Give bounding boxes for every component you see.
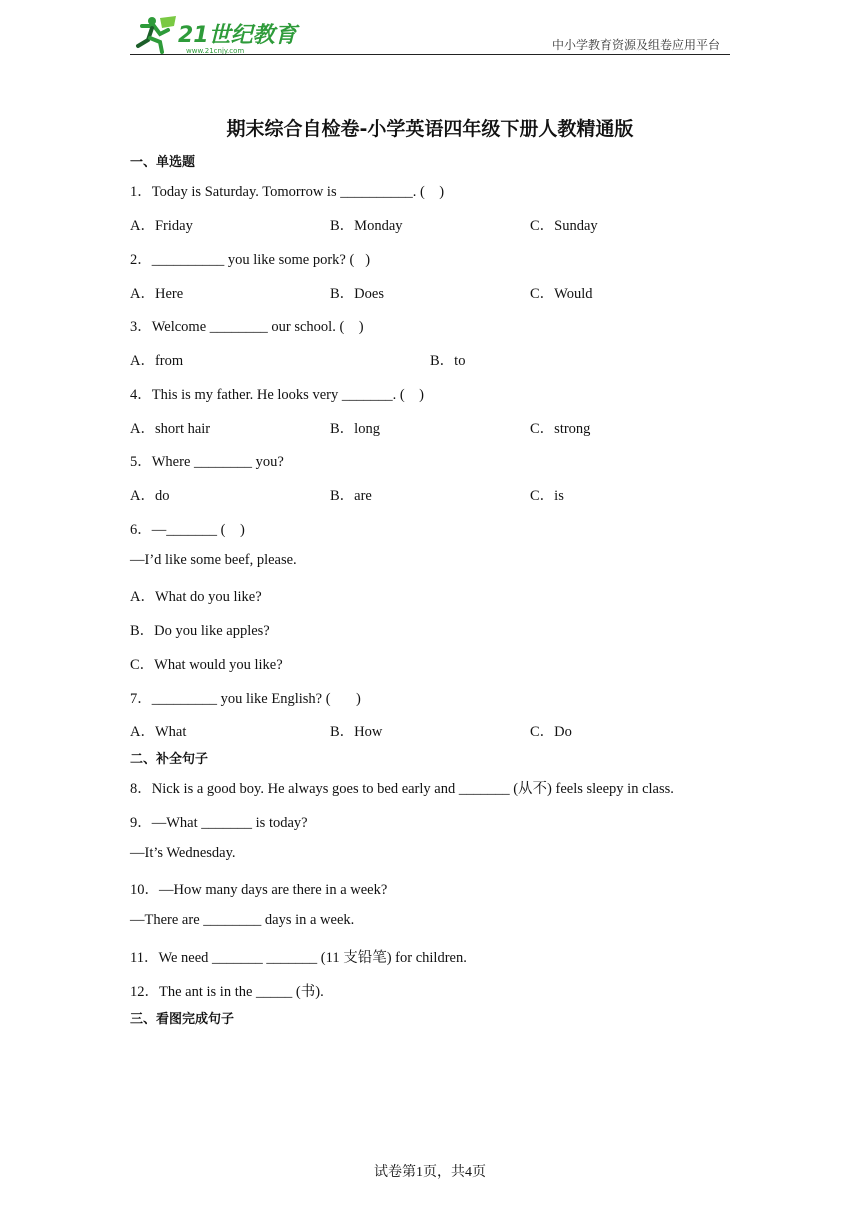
svg-text:www.21cnjy.com: www.21cnjy.com (186, 47, 245, 55)
q6-option-a: A．What do you like? (130, 589, 262, 605)
question-12: 12．The ant is in the _____ (书). (130, 984, 324, 1000)
q7-option-a: A．What (130, 724, 187, 740)
section-heading-picture-sentences: 三、看图完成句子 (130, 1012, 235, 1027)
q3-option-a: A．from (130, 353, 184, 369)
question-4: 4．This is my father. He looks very _______. ( ) (130, 387, 424, 403)
question-9-reply: —It’s Wednesday. (130, 845, 236, 861)
question-9: 9．—What _______ is today? (130, 815, 308, 831)
question-10: 10．—How many days are there in a week? (130, 882, 388, 898)
q5-option-a: A．do (130, 488, 170, 504)
question-11: 11．We need _______ _______ (11 支铅笔) for children. (130, 950, 467, 966)
question-3: 3．Welcome ________ our school. ( ) (130, 319, 364, 335)
q6-option-b: B．Do you like apples? (130, 623, 270, 639)
q5-option-b: B．are (330, 488, 372, 504)
q4-option-c: C．strong (530, 421, 591, 437)
question-6-reply: —I’d like some beef, please. (130, 552, 297, 568)
section-heading-single-choice: 一、单选题 (130, 155, 196, 170)
q2-option-a: A．Here (130, 286, 184, 302)
question-6: 6．—_______ ( ) (130, 522, 245, 538)
q1-option-a: A．Friday (130, 218, 193, 234)
question-1: 1．Today is Saturday. Tomorrow is __________. ( ) (130, 184, 445, 200)
question-8: 8．Nick is a good boy. He always goes to bed early and _______ (从不) feels sleepy in class. (130, 781, 674, 797)
question-10-reply: —There are ________ days in a week. (130, 912, 355, 928)
q4-option-a: A．short hair (130, 421, 211, 437)
section-heading-complete-sentences: 二、补全句子 (130, 752, 209, 767)
q5-option-c: C．is (530, 488, 564, 504)
q3-option-b: B．to (430, 353, 466, 369)
q4-option-b: B．long (330, 421, 380, 437)
q1-option-b: B．Monday (330, 218, 403, 234)
q2-option-b: B．Does (330, 286, 384, 302)
q6-option-c: C．What would you like? (130, 657, 283, 673)
page-footer: 试卷第1页，共4页 (374, 1165, 486, 1180)
header-rule (130, 54, 730, 55)
question-7: 7．_________ you like English? ( ) (130, 691, 361, 707)
q2-option-c: C．Would (530, 286, 593, 302)
q7-option-b: B．How (330, 724, 383, 740)
question-5: 5．Where ________ you? (130, 454, 284, 470)
q1-option-c: C．Sunday (530, 218, 598, 234)
logo-21cnjy (130, 12, 310, 56)
question-2: 2．__________ you like some pork? ( ) (130, 252, 371, 268)
page-header (130, 12, 730, 56)
header-platform-text: 中小学教育资源及组卷应用平台 (551, 38, 720, 52)
svg-text:21世纪教育: 21世纪教育 (178, 23, 297, 48)
page-title: 期末综合自检卷-小学英语四年级下册人教精通版 (226, 118, 634, 140)
q7-option-c: C．Do (530, 724, 572, 740)
